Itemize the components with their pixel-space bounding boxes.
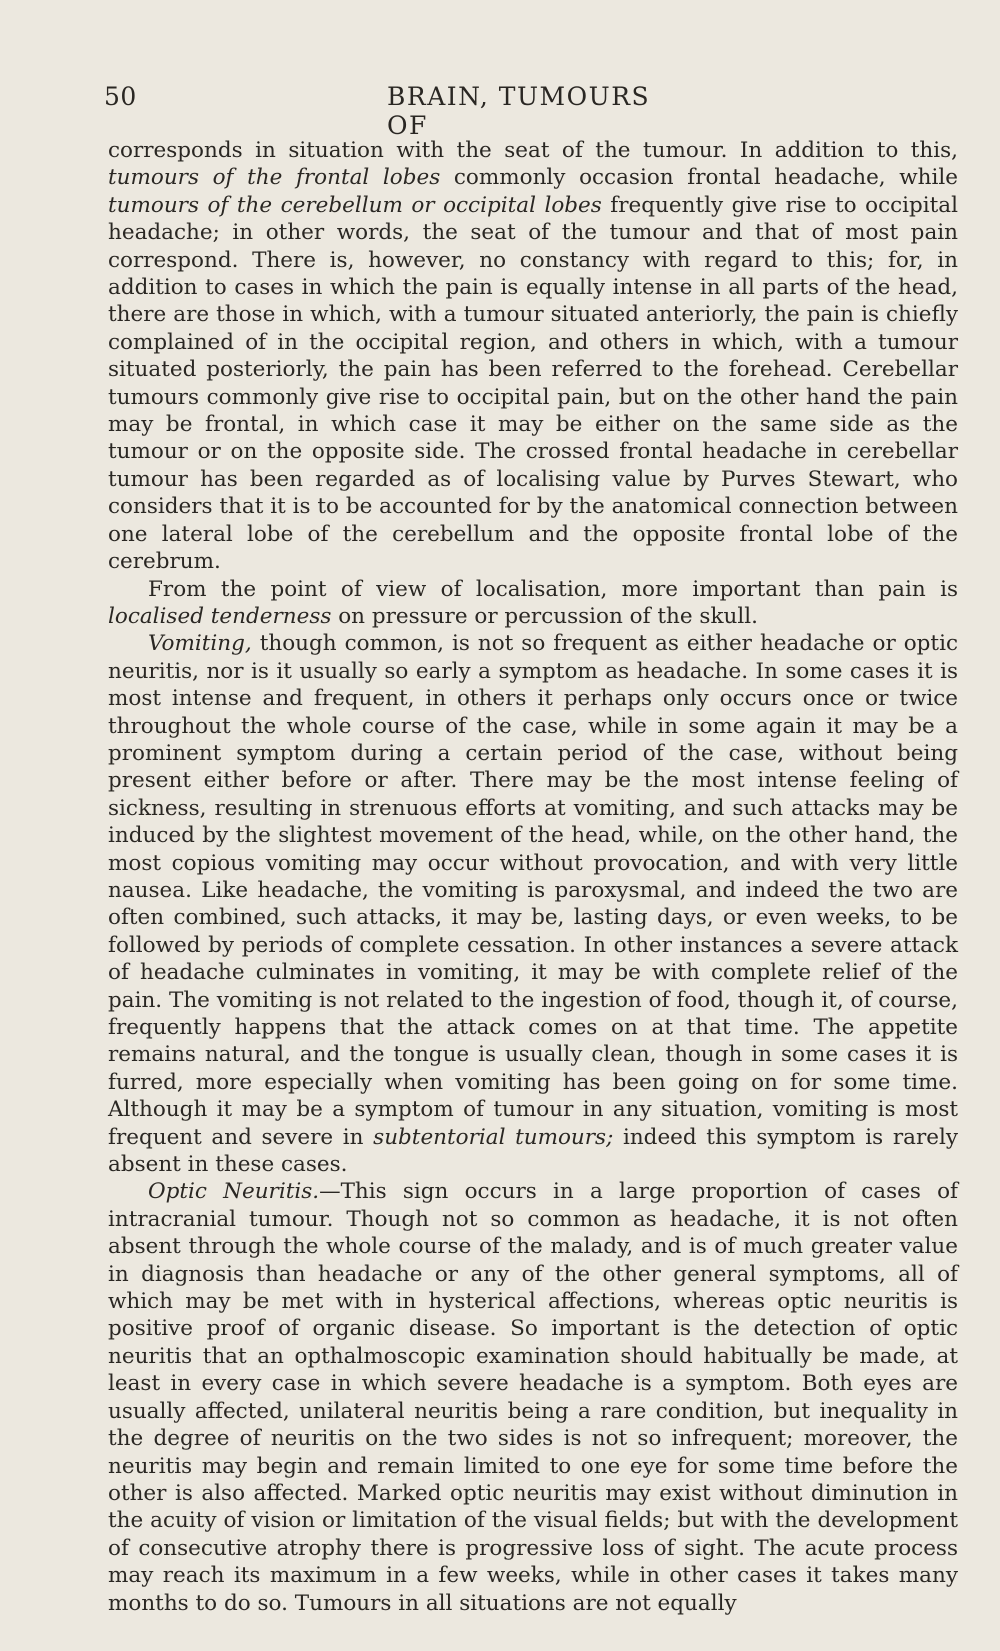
italic-phrase: tumours of the frontal lobes <box>108 165 441 191</box>
italic-phrase: subtentorial tumours; <box>373 1124 614 1150</box>
paragraph-vomiting <box>108 630 958 1178</box>
text-run: —This sign occurs in a large proportion of cases of intracranial tumour. Though not so common as headache, it is not often absent through the whole course of the malady, and is of much greater value in diagnosis than headache or any of the other general symptoms, all of which may be met with in hysterical affections, whereas optic neuritis is positive proof of organic disease. So important is the detection of optic neuritis that an opthalmoscopic examination should habitually be made, at least in every case in which severe headache is a symptom. Both eyes are usually affected, unilateral neuritis being a rare condition, but inequality in the degree of neuritis on the two sides is not so infrequent; moreover, the neuritis may begin and remain limited to one eye for some time before the other is also affected. Marked optic neuritis may exist without diminution in the acuity of vision or limitation of the visual fields; but with the development of consecutive atrophy there is progressive loss of sight. The acute process may reach its maximum in a few weeks, while in other cases it takes many months to do so. Tumours in all situations are not equally <box>108 1179 958 1616</box>
running-title: BRAIN, TUMOURS OF <box>387 82 651 140</box>
text-run: on pressure or percussion of the skull. <box>331 603 758 629</box>
text-run: From the point of view of localisation, more important than pain is <box>148 576 958 602</box>
text-run: though common, is not so frequent as either headache or optic neuritis, nor is it usually so early a symptom as headache. In some cases it is most intense and frequent, in others it perhaps only occurs once or twice throughout the whole course of the case, while in some again it may be a prominent symptom during a certain period of the case, without being present either before or after. There may be the most intense feeling of sickness, resulting in strenuous efforts at vomiting, and such attacks may be induced by the slightest movement of the head, while, on the other hand, the most copious vomiting may occur without provocation, and with very little nausea. Like headache, the vomiting is paroxysmal, and indeed the two are often combined, such attacks, it may be, lasting days, or even weeks, to be followed by periods of complete cessation. In other instances a severe attack of headache culminates in vomiting, it may be with complete relief of the pain. The vomiting is not related to the ingestion of food, though it, of course, frequently happens that the attack comes on at that time. The appetite remains natural, and the tongue is usually clean, though in some cases it is furred, more especially when vomiting has been going on for some time. Although it may be a symptom of tumour in any situation, vomiting is most frequent and severe in <box>108 631 958 1150</box>
body-text <box>108 137 958 1617</box>
running-head <box>104 82 684 140</box>
italic-phrase: tumours of the cerebellum or occipital lobes <box>108 192 602 218</box>
italic-phrase: Vomiting, <box>148 631 252 657</box>
paragraph-tenderness <box>108 576 958 631</box>
paragraph-headache-location <box>108 137 958 576</box>
italic-phrase: Optic Neuritis. <box>148 1179 320 1205</box>
text-run: commonly occasion frontal headache, while <box>440 165 958 191</box>
paragraph-optic-neuritis <box>108 1178 958 1617</box>
italic-phrase: localised tenderness <box>108 603 332 629</box>
text-run: frequently give rise to occipital headache; in other words, the seat of the tumour and that of most pain correspond. There is, however, no constancy with regard to this; for, in addition to cases in which the pain is equally intense in all parts of the head, there are those in which, with a tumour situated anteriorly, the pain is chiefly complained of in the occipital region, and others in which, with a tumour situated posteriorly, the pain has been referred to the forehead. Cerebellar tumours commonly give rise to occipital pain, but on the other hand the pain may be frontal, in which case it may be either on the same side as the tumour or on the opposite side. The crossed frontal headache in cerebellar tumour has been regarded as of localising value by Purves Stewart, who considers that it is to be accounted for by the anatomical connection between one lateral lobe of the cerebellum and the opposite frontal lobe of the cerebrum. <box>108 192 958 575</box>
text-run: indeed this symptom is rarely absent in these cases. <box>108 1124 958 1178</box>
page-number: 50 <box>104 82 137 111</box>
text-run: corresponds in situation with the seat of the tumour. In addition to this, <box>108 138 958 163</box>
